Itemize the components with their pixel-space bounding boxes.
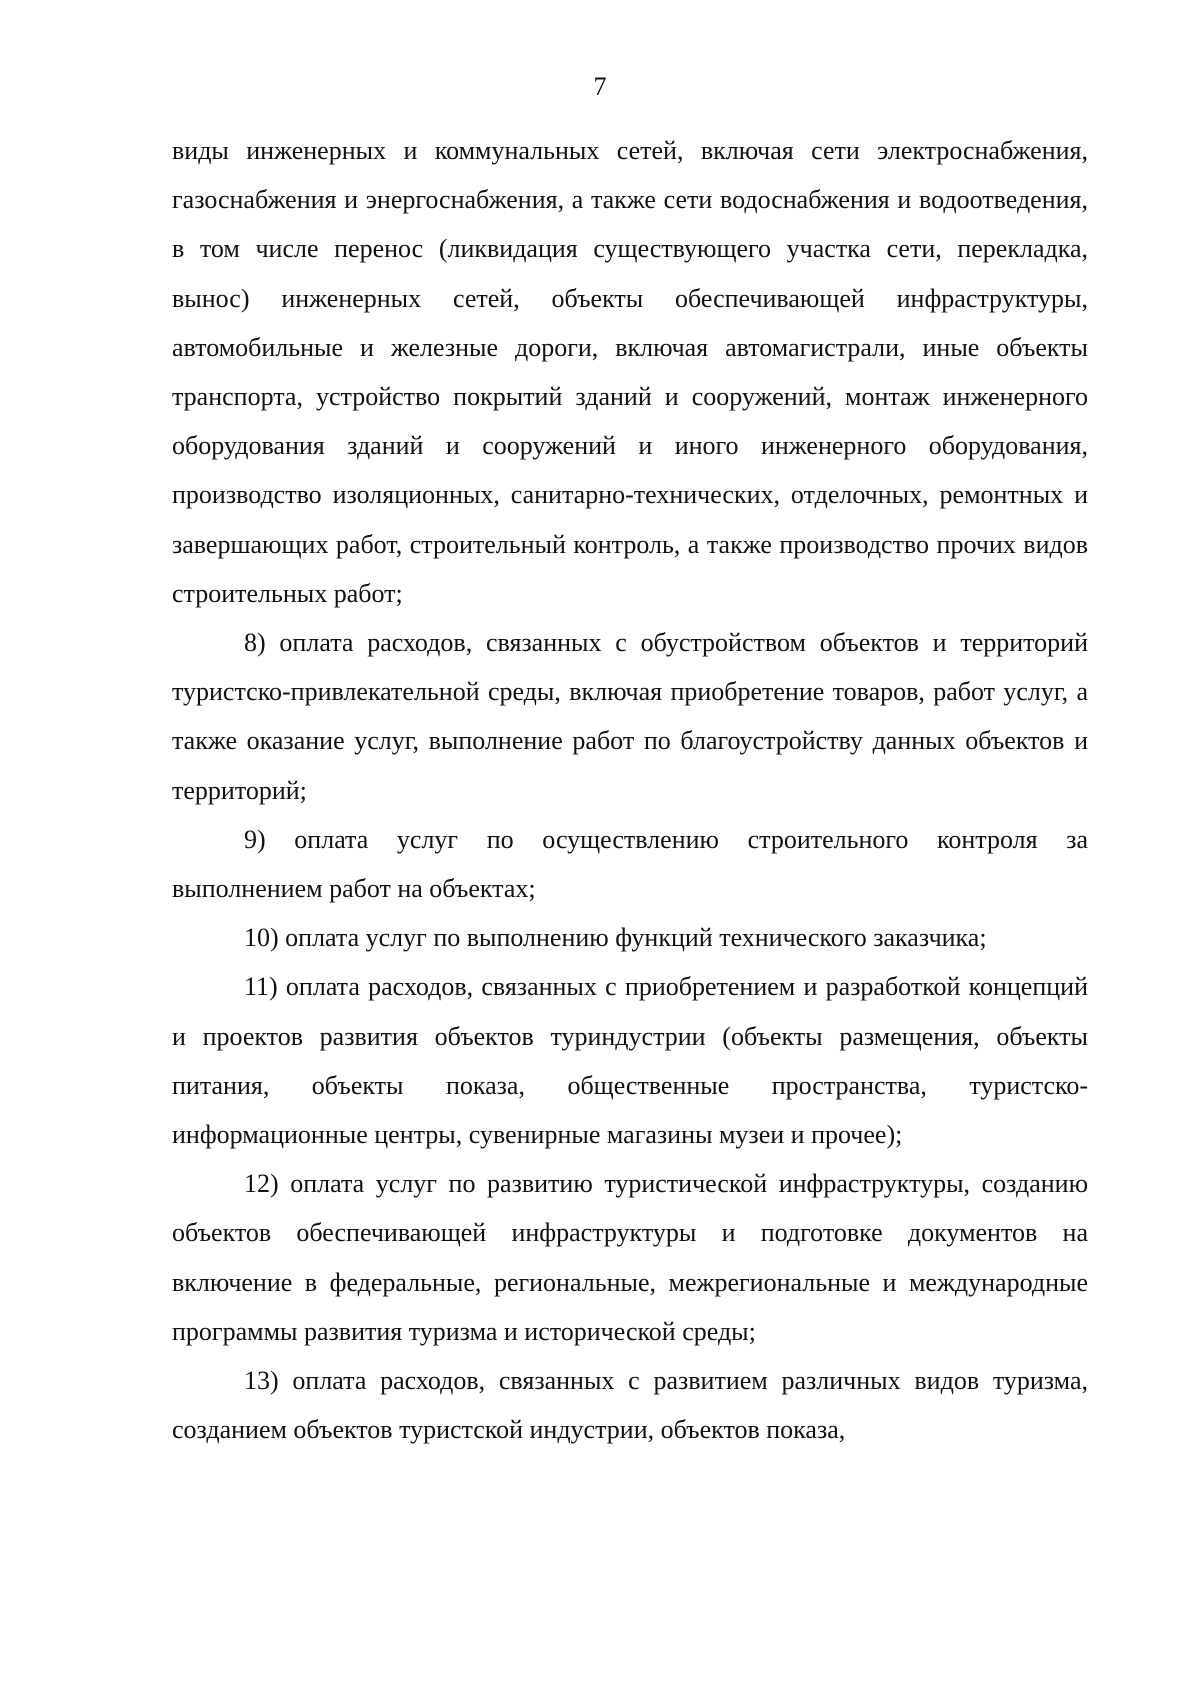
paragraph-continuation: виды инженерных и коммунальных сетей, включая сети электроснабжения, газоснабжения и энергоснабжения, а также сети водоснабжения и водоотведения, в том числе перенос (ликвидация существующего участка сети, перекладка, вынос) инженерных сетей, объекты обеспечивающей инфраструктуры, автомобильные и железные дороги, включая автомагистрали, иные объекты транспорта, устройство покрытий зданий и сооружений, монтаж инженерного оборудования зданий и сооружений и иного инженерного оборудования, производство изоляционных, санитарно-технических, отделочных, ремонтных и завершающих работ, строительный контроль, а также производство прочих видов строительных работ; [172,136,1088,608]
paragraph-item-11: 11) оплата расходов, связанных с приобретением и разработкой концепций и проектов развития объектов туриндустрии (объекты размещения, объекты питания, объекты показа, общественные пространства, туристско-информационные центры, сувенирные магазины музеи и прочее); [172,972,1088,1150]
paragraph-item-9: 9) оплата услуг по осуществлению строительного контроля за выполнением работ на объектах; [172,824,1088,904]
paragraph-item-12: 12) оплата услуг по развитию туристической инфраструктуры, созданию объектов обеспечивающей инфраструктуры и подготовке документов на включение в федеральные, региональные, межрегиональные и международные программы развития туризма и исторической среды; [172,1169,1088,1346]
paragraph-item-10: 10) оплата услуг по выполнению функций технического заказчика; [244,923,987,953]
page-number: 7 [593,72,607,101]
paragraph-item-8: 8) оплата расходов, связанных с обустройством объектов и территорий туристско-привлекательной среды, включая приобретение товаров, работ услуг, а также оказание услуг, выполнение работ по благоустройству данных объектов и территорий; [172,628,1088,805]
body-text [172,126,1088,1454]
paragraph-item-13: 13) оплата расходов, связанных с развитием различных видов туризма, созданием объектов туристской индустрии, объектов показа, [172,1366,1088,1445]
